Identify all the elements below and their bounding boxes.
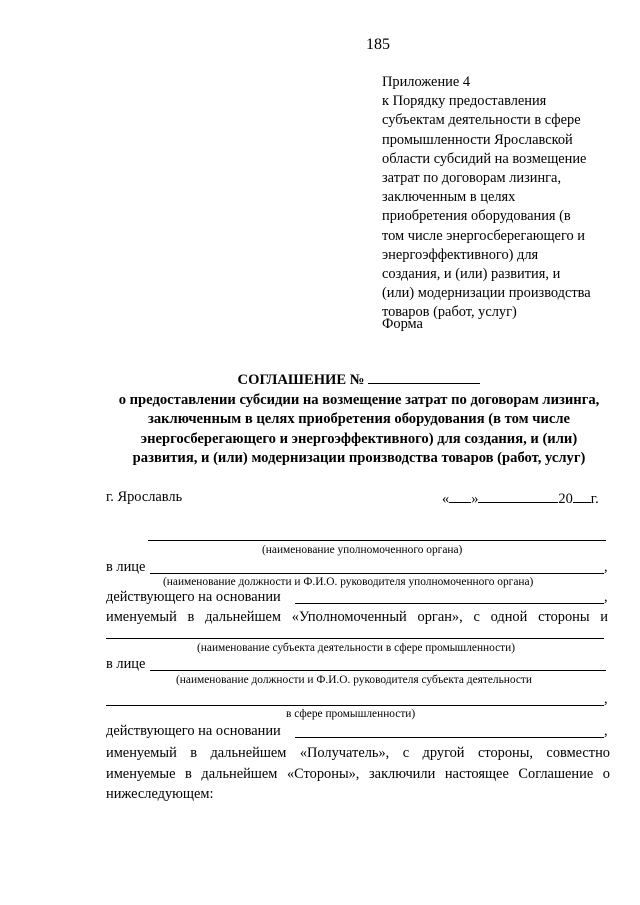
in-person-label: в лице <box>106 559 146 575</box>
subject-head-line-continued[interactable] <box>106 705 604 706</box>
authority-head-line[interactable] <box>150 573 604 574</box>
agreement-heading: СОГЛАШЕНИЕ № <box>237 372 365 388</box>
caption-authority-head: (наименование должности и Ф.И.О. руководителя уполномоченного органа) <box>163 576 534 588</box>
comma: , <box>604 559 608 575</box>
caption-authority: (наименование уполномоченного органа) <box>262 544 463 556</box>
month-blank[interactable] <box>478 489 558 503</box>
authority-basis-line[interactable] <box>295 603 604 604</box>
agreement-number-field[interactable] <box>368 370 480 384</box>
comma: , <box>604 723 608 739</box>
appendix-line: энергоэффективного) для <box>382 246 539 263</box>
appendix-line: товаров (работ, услуг) <box>382 304 517 321</box>
caption-subject: (наименование субъекта деятельности в сфере промышленности) <box>197 642 516 654</box>
closing-paragraph <box>106 743 610 805</box>
appendix-block <box>382 73 612 323</box>
comma: , <box>604 589 608 605</box>
title-line: развития, и (или) модернизации производства товаров (работ, услуг) <box>132 450 586 466</box>
acting-basis-label: действующего на основании <box>106 589 281 605</box>
appendix-line: приобретения оборудования (в <box>382 208 571 225</box>
paragraph-line: нижеследующем: <box>106 786 214 802</box>
caption-subject-head: (наименование должности и Ф.И.О. руководителя субъекта деятельности <box>176 674 532 686</box>
appendix-line: Приложение 4 <box>382 74 471 90</box>
appendix-line: создания, и (или) развития, и <box>382 266 561 283</box>
comma: , <box>604 691 608 707</box>
paragraph-line: именуемые в дальнейшем «Стороны», заключили настоящее Соглашение о <box>106 765 610 782</box>
agreement-title <box>104 370 614 469</box>
form-label: Форма <box>382 316 423 332</box>
paragraph-line: именуемый в дальнейшем «Получатель», с другой стороны, совместно <box>106 745 610 761</box>
year-blank[interactable] <box>573 489 591 503</box>
appendix-line: (или) модернизации производства <box>382 285 591 302</box>
appendix-line: промышленности Ярославской <box>382 131 573 148</box>
appendix-line: субъектам деятельности в сфере <box>382 112 581 129</box>
title-line: энергосберегающего и энергоэффективного) для создания, и (или) <box>140 430 578 447</box>
appendix-line: к Порядку предоставления <box>382 93 547 110</box>
title-line: о предоставлении субсидии на возмещение затрат по договорам лизинга, <box>118 391 600 408</box>
title-line: заключенным в целях приобретения оборудования (в том числе <box>147 411 571 427</box>
day-blank[interactable] <box>449 489 471 503</box>
subject-name-line[interactable] <box>106 638 604 639</box>
date-field: « » 20 г. <box>442 491 599 507</box>
in-person-label: в лице <box>106 656 146 672</box>
authority-name-line[interactable] <box>148 540 606 541</box>
appendix-line: области субсидий на возмещение <box>382 150 587 167</box>
named-authority-line: именуемый в дальнейшем «Уполномоченный орган», с одной стороны и <box>106 609 608 625</box>
page-number: 185 <box>366 36 390 53</box>
place-of-signing: г. Ярославль <box>106 489 183 505</box>
subject-head-line[interactable] <box>150 670 606 671</box>
caption-subject-head-cont: в сфере промышленности) <box>286 708 416 720</box>
subject-basis-line[interactable] <box>295 737 604 738</box>
appendix-line: заключенным в целях <box>382 189 516 206</box>
appendix-line: затрат по договорам лизинга, <box>382 170 562 187</box>
appendix-line: том числе энергосберегающего и <box>382 227 585 244</box>
acting-basis-label: действующего на основании <box>106 723 281 739</box>
